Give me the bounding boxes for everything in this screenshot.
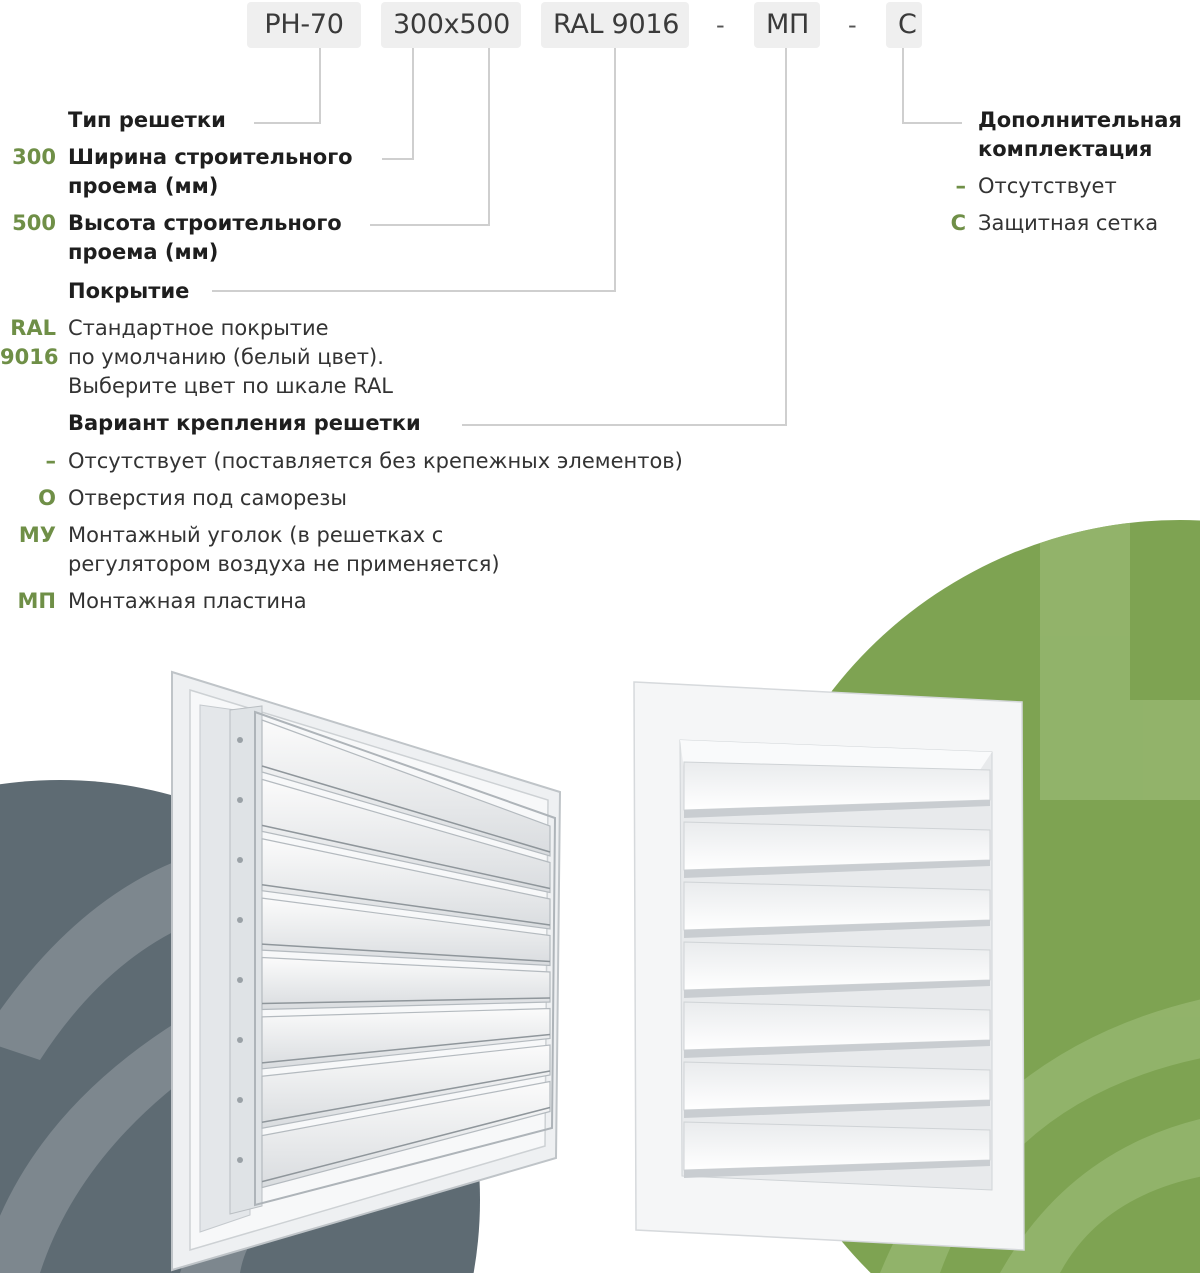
extra-option-text: Отсутствует [978,174,1117,198]
mount-option-text: Отверстия под саморезы [68,486,347,510]
louvre-grille-angled-image [172,672,560,1270]
code-chip-mount: МП [754,2,820,48]
leader-line [785,48,787,426]
width-header: Ширина строительного [68,145,353,169]
mount-option-text: Монтажный уголок (в решетках с [68,523,444,547]
leader-line [254,122,321,124]
height-code: 500 [12,211,56,235]
code-chip-type: РН-70 [247,2,361,48]
leader-line [319,48,321,124]
coating-code: RAL [10,316,56,340]
mount-option-code: О [38,486,56,510]
width-code: 300 [12,145,56,169]
extra-option-code: – [955,174,966,198]
coating-header: Покрытие [68,279,190,303]
width-header: проема (мм) [68,174,219,198]
extra-header: комплектация [978,137,1153,161]
leader-line [614,48,616,292]
height-header: проема (мм) [68,240,219,264]
type-header: Тип решетки [68,108,226,132]
coating-text: Выберите цвет по шкале RAL [68,374,394,398]
leader-line [382,158,414,160]
code-separator: - [848,11,857,39]
mount-option-text: Монтажная пластина [68,589,307,613]
mount-option-code: МУ [18,523,56,547]
coating-text: Стандартное покрытие [68,316,329,340]
mount-option-text: регулятором воздуха не применяется) [68,552,500,576]
extra-header: Дополнительная [978,108,1182,132]
leader-line [370,224,490,226]
mount-header: Вариант крепления решетки [68,411,421,435]
leader-line [902,122,962,124]
code-chip-size: 300х500 [381,2,521,48]
mount-option-code: – [45,449,56,473]
height-header: Высота строительного [68,211,342,235]
extra-option-code: С [950,211,966,235]
code-chip-extra: С [886,2,922,48]
leader-line [462,424,787,426]
mount-option-text: Отсутствует (поставляется без крепежных элементов) [68,449,683,473]
louvre-grille-front-image [634,682,1024,1250]
leader-line [212,290,616,292]
leader-line [902,48,904,124]
code-chip-color: RAL 9016 [541,2,689,48]
code-separator: - [716,11,725,39]
coating-code: 9016 [0,345,59,369]
coating-text: по умолчанию (белый цвет). [68,345,384,369]
leader-line [412,48,414,160]
extra-option-text: Защитная сетка [978,211,1159,235]
leader-line [488,48,490,226]
mount-option-code: МП [17,589,56,613]
